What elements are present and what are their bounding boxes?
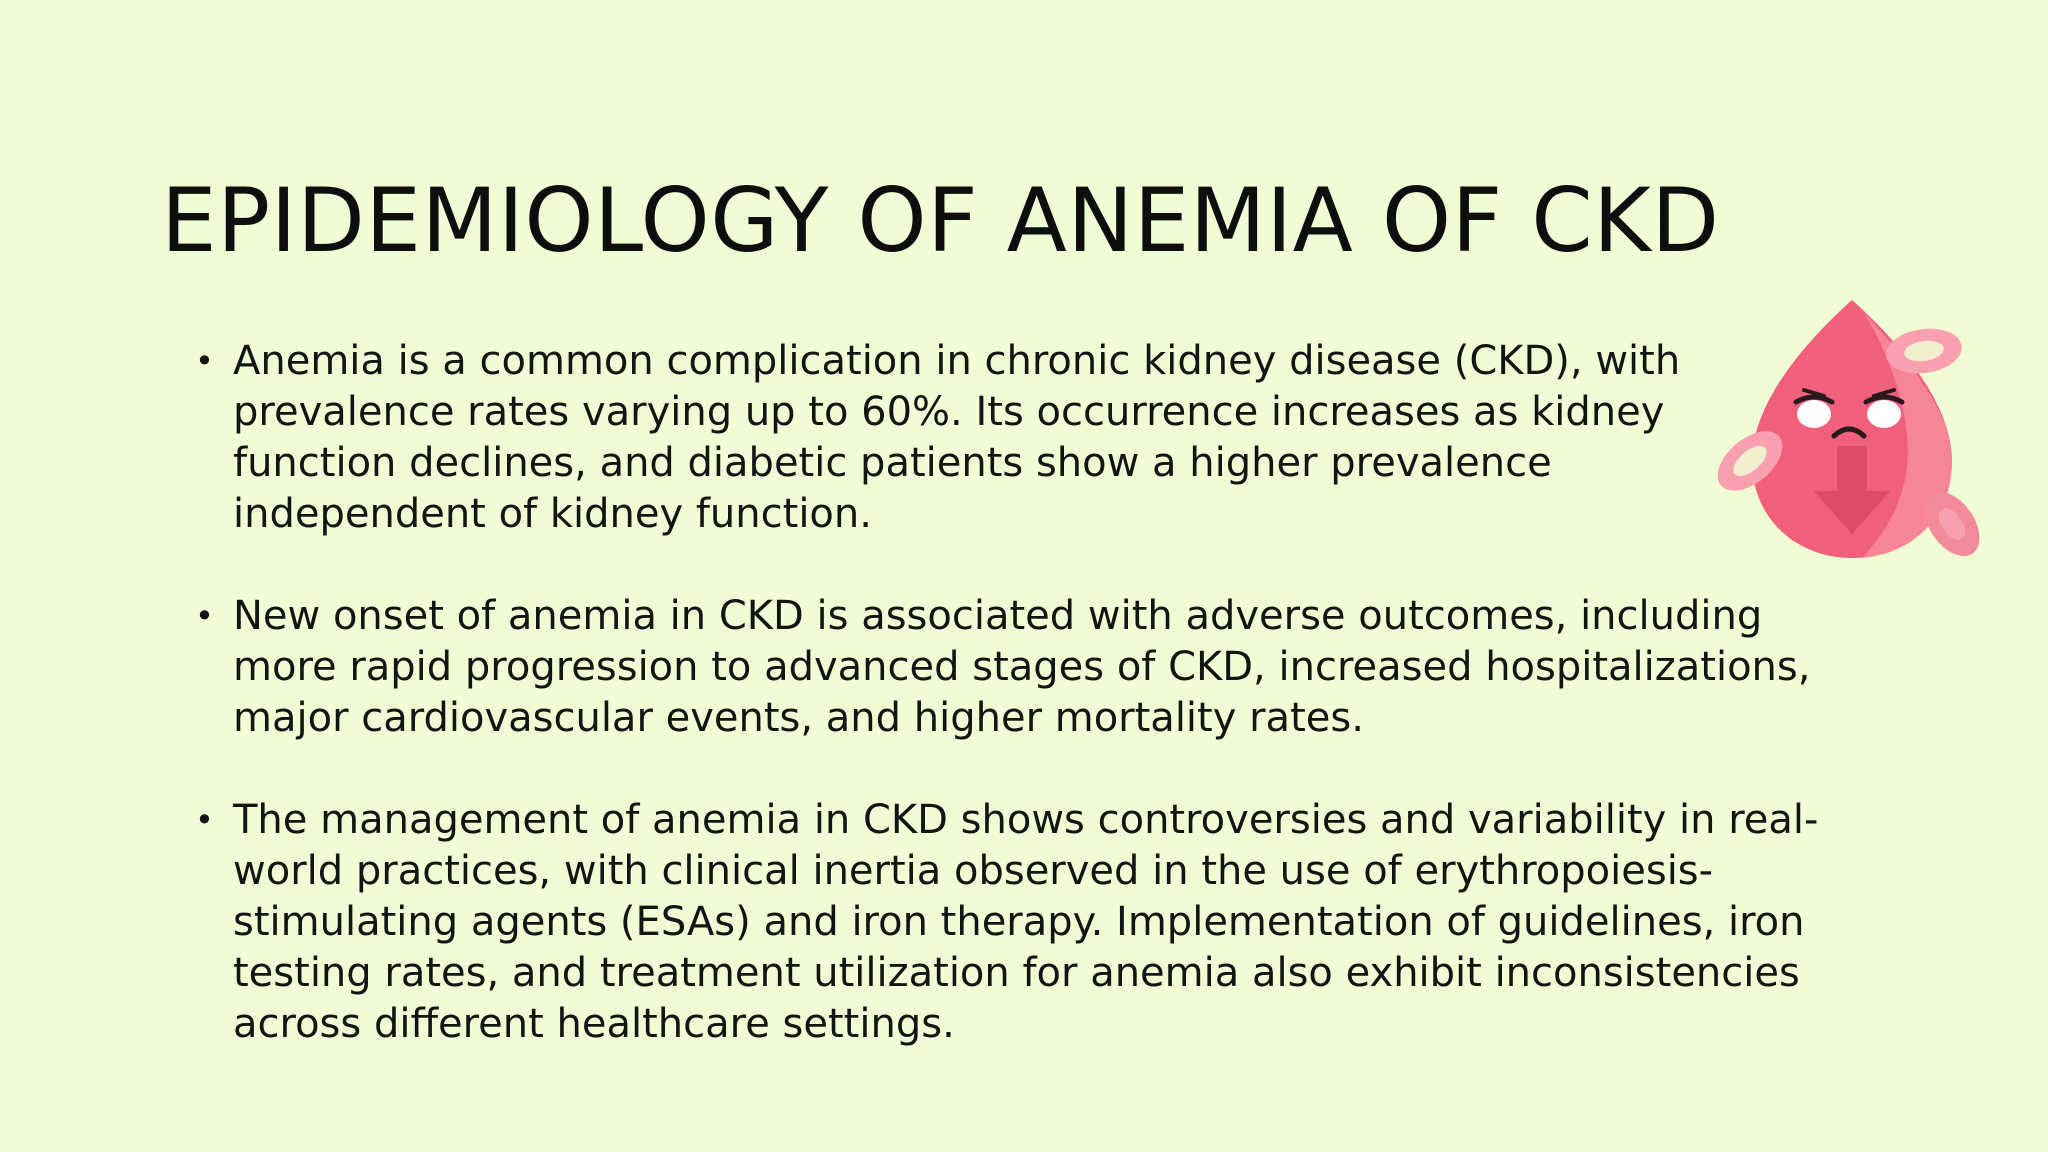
bullet-list [195,336,1835,1101]
sad-blood-drop-icon [1712,296,1982,566]
left-eye [1797,400,1831,428]
bullet-item: • Anemia is a common complication in chronic kidney disease (CKD), with prevalence rates varying up to 60%. Its occurrence increases as kidney function declines, and diabetic patients show a higher prevalence independent of kidney function. [195,336,1728,540]
bullet-item: • The management of anemia in CKD shows controversies and variability in real-world practices, with clinical inertia observed in the use of erythropoiesis-stimulating agents (ESAs) and iron therapy. Implementation of guidelines, iron testing rates, and treatment utilization for anemia also exhibit inconsistencies across different healthcare settings. [195,795,1835,1050]
right-eye [1867,400,1901,428]
bullet-item: • New onset of anemia in CKD is associated with adverse outcomes, including more rapid progression to advanced stages of CKD, increased hospitalizations, major cardiovascular events, and higher mortality rates. [195,591,1835,744]
slide-title: EPIDEMIOLOGY OF ANEMIA OF CKD [161,169,1720,272]
